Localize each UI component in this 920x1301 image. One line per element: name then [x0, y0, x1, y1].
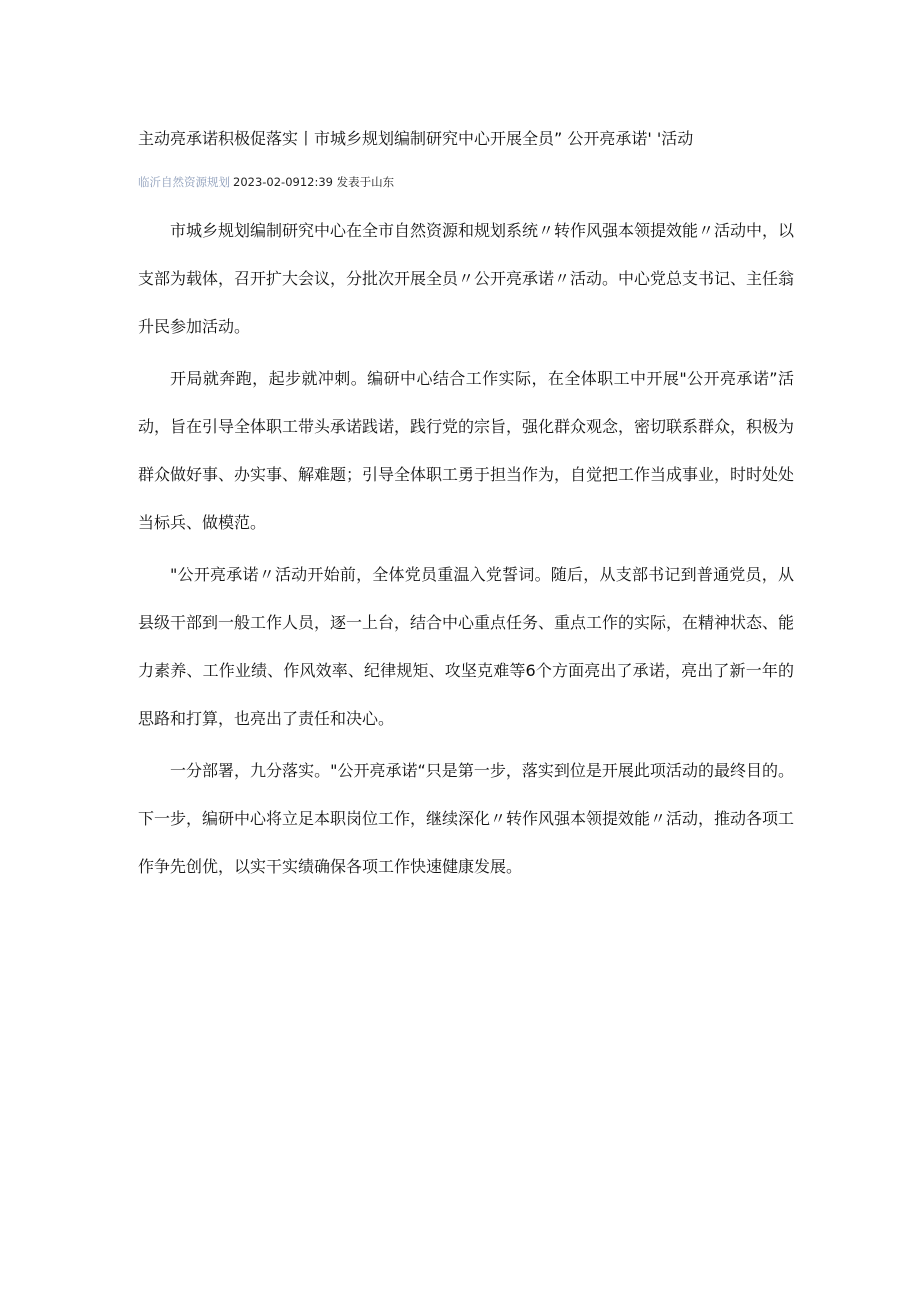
- article-title: 主动亮承诺积极促落实丨市城乡规划编制研究中心开展全员” 公开亮承诺' '活动: [138, 129, 694, 148]
- source-link[interactable]: 临沂自然资源规划: [138, 175, 230, 189]
- publish-time: 2023-02-0912:39: [233, 175, 333, 189]
- article-meta: [138, 173, 394, 191]
- paragraph-4: 一分部署，九分落实。"公开亮承诺“只是第一步，落实到位是开展此项活动的最终目的。下一步，编研中心将立足本职岗位工作，继续深化〃转作风强本领提效能〃活动，推动各项工作争先创优，以实干实绩确保各项工作快速健康发展。: [138, 761, 795, 876]
- paragraph-3: "公开亮承诺〃活动开始前，全体党员重温入党誓词。随后，从支部书记到普通党员，从县级干部到一般工作人员，逐一上台，结合中心重点任务、重点工作的实际，在精神状态、能力素养、工作业绩、作风效率、纪律规矩、攻坚克难等6个方面亮出了承诺，亮出了新一年的思路和打算，也亮出了责任和决心。: [138, 565, 795, 728]
- paragraph-1: 市城乡规划编制研究中心在全市自然资源和规划系统〃转作风强本领提效能〃活动中，以支部为载体，召开扩大会议，分批次开展全员〃公开亮承诺〃活动。中心党总支书记、主任翁升民参加活动。: [138, 221, 795, 336]
- publish-location: 发表于山东: [336, 175, 395, 189]
- article-body: [138, 207, 794, 891]
- paragraph-2: 开局就奔跑，起步就冲刺。编研中心结合工作实际，在全体职工中开展"公开亮承诺”活动，旨在引导全体职工带头承诺践诺，践行党的宗旨，强化群众观念，密切联系群众，积极为群众做好事、办实事、解难题；引导全体职工勇于担当作为，自觉把工作当成事业，时时处处当标兵、做模范。: [138, 369, 795, 532]
